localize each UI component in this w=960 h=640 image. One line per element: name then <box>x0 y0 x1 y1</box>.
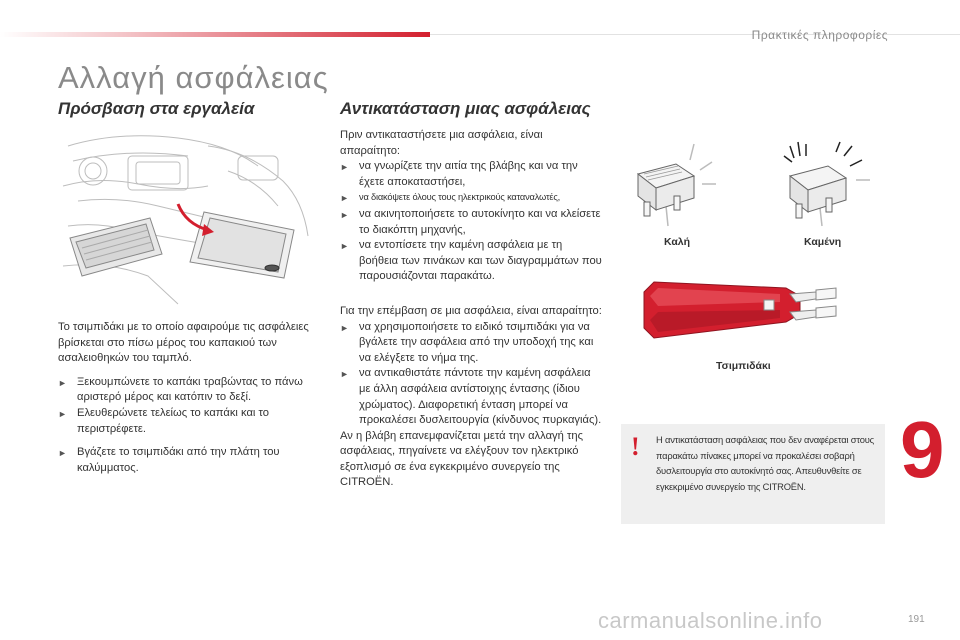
list-item: ► να χρησιμοποιήσετε το ειδικό τσιμπιδάκι για να βγάλετε την ασφάλεια από την υποδοχή της και να ελέγξετε το νήμα της. <box>340 320 602 367</box>
dashboard-fusebox-illustration <box>58 126 314 308</box>
watermark: carmanualsonline.info <box>598 608 823 633</box>
chapter-number: 9 <box>900 405 945 494</box>
page-title: Αλλαγή ασφάλειας <box>58 60 329 95</box>
replace-intro-1: Πριν αντικαταστήσετε μια ασφάλεια, είναι απαραίτητο: <box>340 129 543 157</box>
bullet-arrow-icon: ► <box>340 369 349 380</box>
list-item: ► να διακόψετε όλους τους ηλεκτρικούς καταναλωτές, <box>340 190 602 207</box>
list-item: ► να αντικαθιστάτε πάντοτε την καμένη ασφάλεια με άλλη ασφάλεια αντίστοιχης έντασης (ίδιου χρώματος). Διαφορετική ένταση μπορεί να προκαλέσει δυσλειτουργία (κίνδυνος πυρκαγιάς). <box>340 366 602 428</box>
label-blown-fuse: Καμένη <box>804 236 842 248</box>
bullet-arrow-icon: ► <box>340 209 349 220</box>
page-number: 191 <box>908 614 925 625</box>
bullet-arrow-icon: ► <box>58 448 67 459</box>
bullet-arrow-icon: ► <box>340 241 349 252</box>
list-item: ► Βγάζετε το τσιμπιδάκι από την πλάτη του καλύμματος. <box>58 445 320 476</box>
list-item: ► Ελευθερώνετε τελείως το καπάκι και το περιστρέφετε. <box>58 406 320 437</box>
label-good-fuse: Καλή <box>664 236 691 248</box>
tweezers-illustration <box>640 276 840 342</box>
bullet-arrow-icon: ► <box>340 162 349 173</box>
access-intro: Το τσιμπιδάκι με το οποίο αφαιρούμε τις ασφάλειες βρίσκεται στο πίσω μέρος του καπακιού των ασαλειοθηκών του ταμπλό. <box>58 321 309 365</box>
list-item: ► Ξεκουμπώνετε το καπάκι τραβώντας το πάνω αριστερό μέρος και κατόπιν το δεξί. <box>58 375 320 406</box>
list-item: ► να εντοπίσετε την καμένη ασφάλεια με τη βοήθεια των πινάκων και των διαγραμμάτων που παρουσιάζονται παρακάτω. <box>340 238 602 285</box>
label-tweezers: Τσιμπιδάκι <box>716 360 771 372</box>
bullet-arrow-icon: ► <box>58 408 67 419</box>
bullet-arrow-icon: ► <box>340 193 349 204</box>
replace-intro-2: Για την επέμβαση σε μια ασφάλεια, είναι απαραίτητο: <box>340 304 602 317</box>
list-item: ► να γνωρίζετε την αιτία της βλάβης και να την έχετε αποκαταστήσει, <box>340 159 602 190</box>
section-header: Πρακτικές πληροφορίες <box>751 28 888 42</box>
bullet-arrow-icon: ► <box>340 322 349 333</box>
heading-replace-fuse: Αντικατάσταση μιας ασφάλειας <box>340 99 591 118</box>
middle-column-text <box>340 128 602 499</box>
blown-fuse-illustration <box>780 140 872 230</box>
warning-text: Η αντικατάσταση ασφάλειας που δεν αναφέρεται στους παρακάτω πίνακες μπορεί να προκαλέσει σοβαρή δυσλειτουργία στο αυτοκίνητό σας. Απευθυνθείτε σε εγκεκριμένο συνεργείο της CITROËN. <box>656 434 874 492</box>
bullet-arrow-icon: ► <box>58 377 67 388</box>
left-column-text <box>58 320 320 476</box>
replace-outro: Αν η βλάβη επανεμφανίζεται μετά την αλλαγή της ασφάλειας, πηγαίνετε να ελέγξουν τον ηλεκτρικό εξοπλισμό σε ένα εγκεκριμένο συνεργείο της CITROËN. <box>340 429 583 489</box>
list-item: ► να ακινητοποιήσετε το αυτοκίνητο και να κλείσετε το διακόπτη μηχανής, <box>340 207 602 238</box>
heading-access-tools: Πρόσβαση στα εργαλεία <box>58 99 255 118</box>
top-accent-bar <box>0 32 430 37</box>
good-fuse-illustration <box>632 140 724 230</box>
warning-icon: ! <box>631 432 640 461</box>
